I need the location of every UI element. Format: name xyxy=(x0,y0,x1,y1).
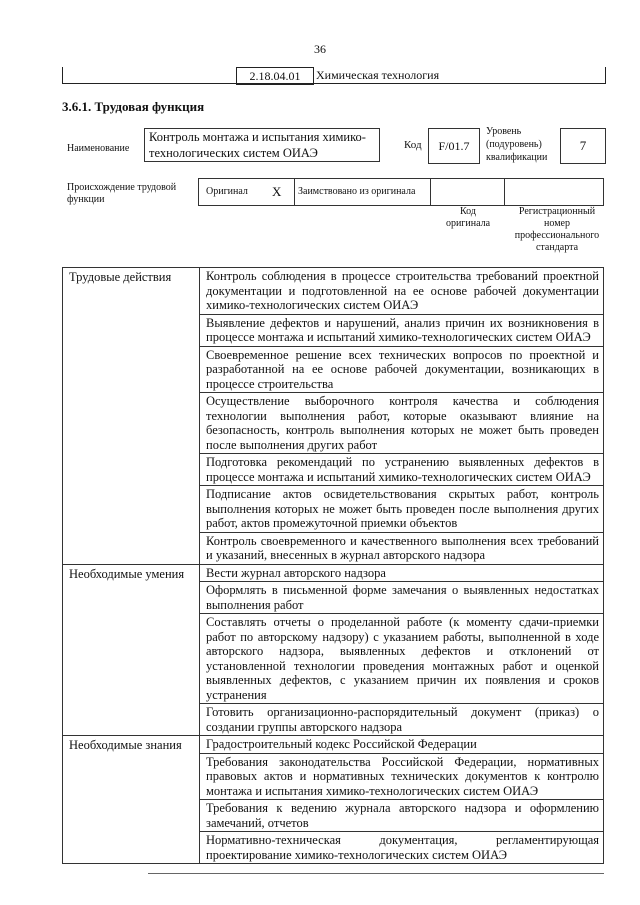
page-number: 36 xyxy=(314,42,326,56)
category-cell: Трудовые действия xyxy=(63,268,200,565)
category-cell: Необходимые знания xyxy=(63,736,200,864)
section-title: 3.6.1. Трудовая функция xyxy=(62,99,205,114)
item-cell: Градостроительный кодекс Российской Федерации xyxy=(200,736,604,754)
origin-label: Происхождение трудовой функции xyxy=(67,182,177,205)
name-label: Наименование xyxy=(67,143,130,154)
origin-original: Оригинал xyxy=(206,186,248,197)
item-cell: Своевременное решение всех технических вопросов по проектной и разработанной на ее основе рабочей документации, возникающих в процессе строительства xyxy=(200,346,604,393)
item-cell: Контроль соблюдения в процессе строительства требований проектной документации и подготовленной на ее основе рабочей документации химико-технологических систем ОИАЭ xyxy=(200,268,604,315)
item-cell: Подготовка рекомендаций по устранению выявленных дефектов в процессе монтажа и испытаний химико-технологических систем ОИАЭ xyxy=(200,454,604,486)
item-cell: Требования к ведению журнала авторского надзора и оформлению замечаний, отчетов xyxy=(200,800,604,832)
item-cell: Выявление дефектов и нарушений, анализ причин их возникновения в процессе монтажа и испытаний химико-технологических систем ОИАЭ xyxy=(200,314,604,346)
code-label: Код xyxy=(404,139,422,151)
item-cell: Нормативно-техническая документация, регламентирующая проектирование химико-технологических систем ОИАЭ xyxy=(200,832,604,864)
header-name: Химическая технология xyxy=(316,68,440,82)
item-cell: Подписание актов освидетельствования скрытых работ, контроль выполнения которых не может быть проведен после выполнения других работ, актов промежуточной приемки объектов xyxy=(200,486,604,533)
item-cell: Вести журнал авторского надзора xyxy=(200,564,604,582)
header-code: 2.18.04.01 xyxy=(236,67,314,85)
item-cell: Осуществление выборочного контроля качества и соблюдения технологии выполнения работ, которые оказывают влияние на безопасность, контроль выполнения которых не может быть проведен после выполнения других работ xyxy=(200,393,604,454)
category-cell: Необходимые умения xyxy=(63,564,200,736)
level-label: Уровень (подуровень) квалификации xyxy=(486,126,548,163)
origin-borrowed: Заимствовано из оригинала xyxy=(298,186,416,197)
registration-caption: Регистрационный номер профессионального стандарта xyxy=(514,206,600,253)
item-cell: Контроль своевременного и качественного выполнения всех требований и указаний, внесенных в журнал авторского надзора xyxy=(200,532,604,564)
item-cell: Составлять отчеты о проделанной работе (к моменту сдачи-приемки работ по авторскому надзору) с указанием работы, выполненной в ходе авторского надзора, выявленных дефектов и отклонений от установленной технологии проведения монтажных работ и оценкой выявленных дефектов, с указанием причин их появления и сроков устранения xyxy=(200,614,604,704)
origin-mark: X xyxy=(272,184,282,199)
table-row xyxy=(63,268,604,315)
table-row xyxy=(63,564,604,582)
origin-row xyxy=(198,178,604,206)
item-cell: Оформлять в письменной форме замечания о выявленных недостатках выполнения работ xyxy=(200,582,604,614)
table-row xyxy=(63,736,604,754)
qualification-level: 7 xyxy=(560,128,606,164)
item-cell: Требования законодательства Российской Федерации, нормативных правовых актов и нормативных технических документов к контролю монтажа и испытания химико-технологических систем ОИАЭ xyxy=(200,753,604,800)
function-details-table xyxy=(62,267,604,864)
function-name: Контроль монтажа и испытания химико-технологических систем ОИАЭ xyxy=(144,128,380,162)
origin-code-caption: Код оригинала xyxy=(445,206,491,229)
function-code: F/01.7 xyxy=(428,128,480,164)
item-cell: Готовить организационно-распорядительный документ (приказ) о создании группы авторского надзора xyxy=(200,704,604,736)
bottom-line xyxy=(148,873,604,874)
